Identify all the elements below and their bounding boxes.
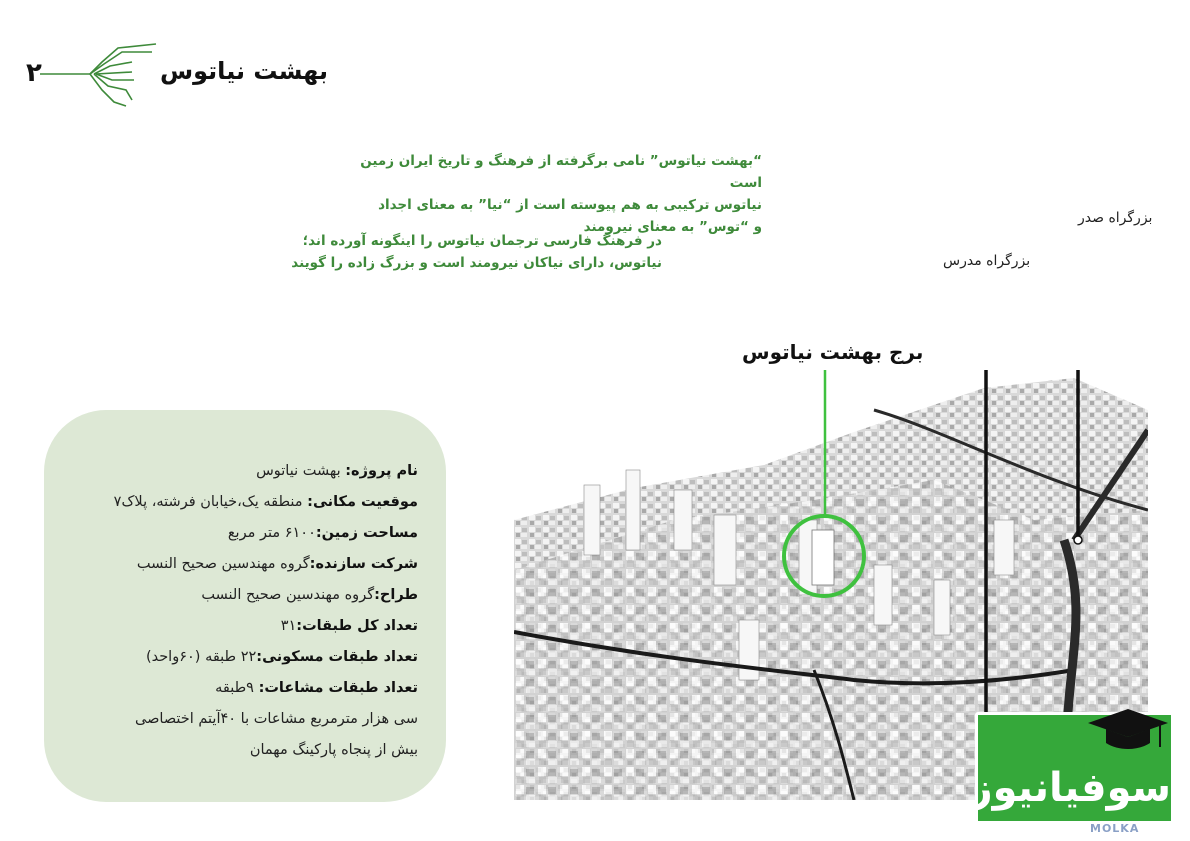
info-label: طراح:	[374, 587, 418, 603]
info-row-designer	[58, 580, 418, 611]
intro-paragraph-1	[342, 150, 762, 238]
info-value: ۶۱۰۰ متر مربع	[227, 525, 316, 541]
tower-building	[812, 530, 834, 585]
info-value: گروه مهندسین صحیح النسب	[201, 587, 375, 603]
info-row-location	[58, 487, 418, 518]
info-value: ۹طبقه	[215, 680, 259, 696]
info-value: ۳۱	[280, 618, 297, 634]
info-value: ۲۲ طبقه (۶۰واحد)	[145, 649, 257, 665]
page-number: ۲	[26, 58, 42, 88]
info-label: شرکت سازنده:	[309, 556, 418, 572]
info-row-residential	[58, 642, 418, 673]
tower-label: برج بهشت نیاتوس	[742, 340, 924, 364]
info-label: تعداد طبقات مشاعات:	[258, 680, 418, 696]
intro-line: در فرهنگ فارسی ترجمان نیاتوس را اینگونه آورده اند؛	[302, 233, 662, 249]
info-row-builder	[58, 549, 418, 580]
info-value: گروه مهندسین صحیح النسب	[136, 556, 310, 572]
info-label: موقعیت مکانی:	[307, 494, 418, 510]
intro-line: و “توس” به معنای نیرومند	[583, 219, 762, 235]
info-row-floors	[58, 611, 418, 642]
circuit-logo-icon	[40, 40, 160, 110]
news-logo-badge	[969, 712, 1174, 824]
page-title: بهشت نیاتوس	[160, 57, 329, 85]
info-label: نام پروژه:	[345, 463, 418, 479]
info-label: تعداد کل طبقات:	[296, 618, 418, 634]
intro-line: “بهشت نیاتوس” نامی برگرفته از فرهنگ و تاریخ ایران زمین است	[360, 153, 762, 191]
info-row-area	[58, 518, 418, 549]
project-info-list	[58, 456, 418, 766]
info-value: بهشت نیاتوس	[256, 463, 346, 479]
project-info-box	[44, 410, 446, 802]
info-row-project	[58, 456, 418, 487]
info-note: سی هزار مترمربع مشاعات با ۴۰آیتم اختصاصی	[135, 711, 418, 727]
road-label-modares: بزرگراه مدرس	[943, 253, 1031, 269]
info-note: بیش از پنجاه پارکینگ مهمان	[249, 742, 418, 758]
graduation-cap-icon	[1088, 707, 1168, 757]
info-value: منطقه یک،خیابان فرشته، پلاک۷	[113, 494, 308, 510]
news-logo-text: سوفیانیوز	[969, 765, 1171, 811]
intro-line: نیاتوس، دارای نیاکان نیرومند است و بزرگ زاده را گویند	[291, 255, 662, 271]
info-label: مساحت زمین:	[315, 525, 418, 541]
info-row-common	[58, 673, 418, 704]
intro-line: نیاتوس ترکیبی به هم پیوسته است از “نیا” به معنای اجداد	[378, 197, 762, 213]
watermark: MOLKA	[1090, 822, 1140, 835]
intro-paragraph-2	[242, 230, 662, 274]
road-label-sadr: بزرگراه صدر	[1078, 210, 1153, 226]
info-label: تعداد طبقات مسکونی:	[256, 649, 418, 665]
